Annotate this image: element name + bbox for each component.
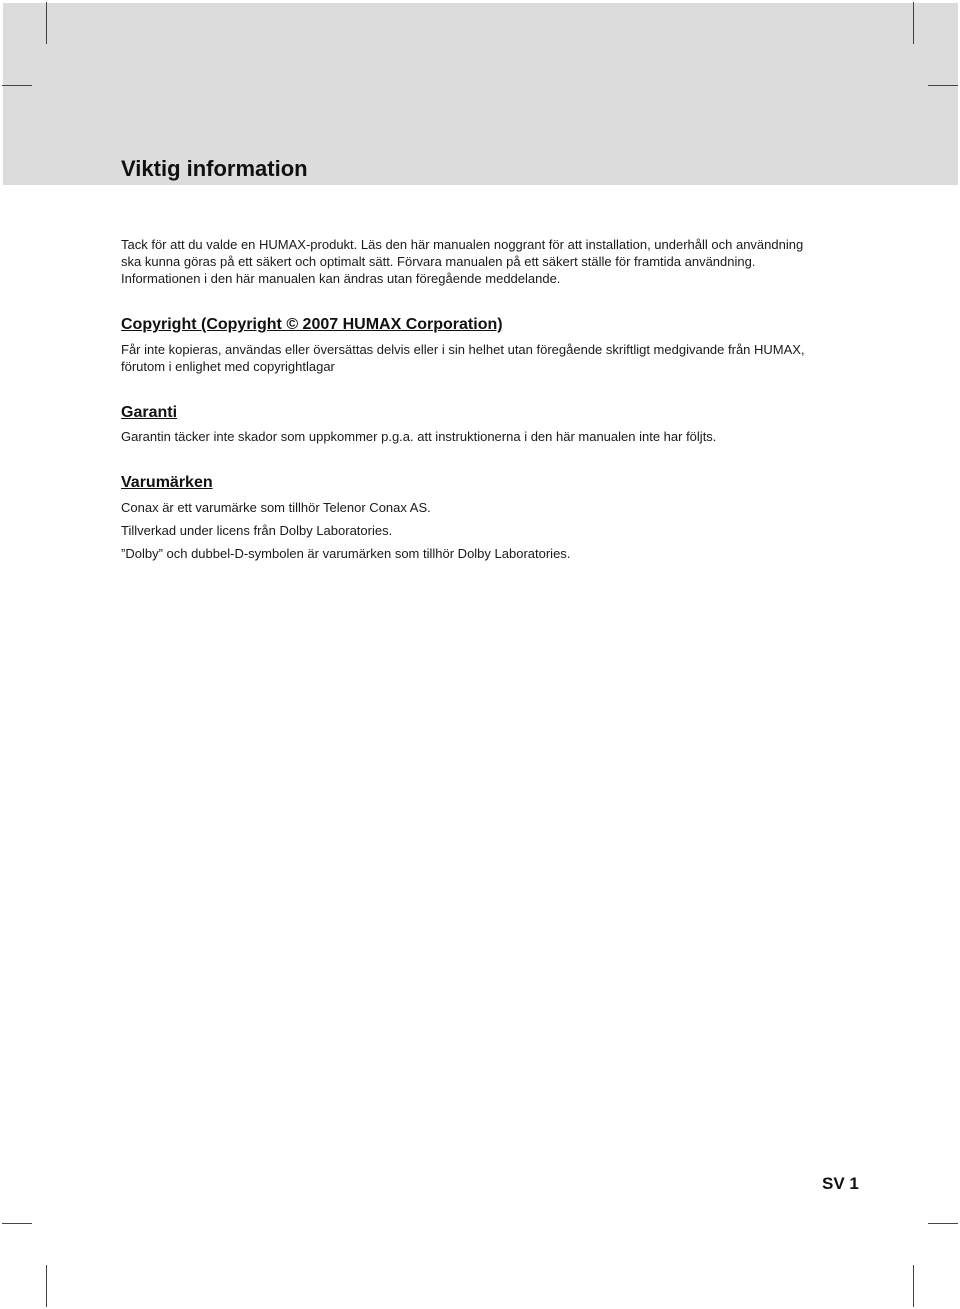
varumarken-line: ”Dolby” och dubbel-D-symbolen är varumärken som tillhör Dolby Laboratories. bbox=[121, 546, 571, 561]
crop-mark-right-upper bbox=[928, 85, 958, 86]
copyright-paragraph bbox=[121, 341, 866, 375]
page-title: Viktig information bbox=[121, 156, 308, 181]
intro-line: Informationen i den här manualen kan ändras utan föregående meddelande. bbox=[121, 271, 561, 286]
crop-mark-bottom-right bbox=[913, 1265, 914, 1307]
document-body bbox=[121, 236, 866, 562]
copyright-line: Får inte kopieras, användas eller översättas delvis eller i sin helhet utan föregående skriftligt medgivande från HUMAX, bbox=[121, 342, 805, 357]
copyright-heading: Copyright (Copyright © 2007 HUMAX Corporation) bbox=[121, 316, 503, 333]
crop-mark-top-right bbox=[913, 2, 914, 44]
crop-mark-bottom-left bbox=[46, 1265, 47, 1307]
crop-mark-top-left bbox=[46, 2, 47, 44]
crop-mark-left-upper bbox=[2, 85, 32, 86]
garanti-heading: Garanti bbox=[121, 404, 178, 421]
intro-paragraph bbox=[121, 236, 866, 287]
crop-mark-left-lower bbox=[2, 1223, 32, 1224]
varumarken-heading: Varumärken bbox=[121, 474, 213, 491]
intro-line: ska kunna göras på ett säkert och optimalt sätt. Förvara manualen på ett säkert ställe för framtida användning. bbox=[121, 254, 756, 269]
varumarken-line: Tillverkad under licens från Dolby Laboratories. bbox=[121, 523, 393, 538]
page-number: SV 1 bbox=[822, 1174, 859, 1193]
garanti-paragraph: Garantin täcker inte skador som uppkommer p.g.a. att instruktionerna i den här manualen inte har följts. bbox=[121, 429, 717, 444]
crop-mark-right-lower bbox=[928, 1223, 958, 1224]
intro-line: Tack för att du valde en HUMAX-produkt. Läs den här manualen noggrant för att installation, underhåll och användning bbox=[121, 237, 804, 252]
copyright-line: förutom i enlighet med copyrightlagar bbox=[121, 359, 335, 374]
varumarken-line: Conax är ett varumärke som tillhör Telenor Conax AS. bbox=[121, 500, 431, 515]
